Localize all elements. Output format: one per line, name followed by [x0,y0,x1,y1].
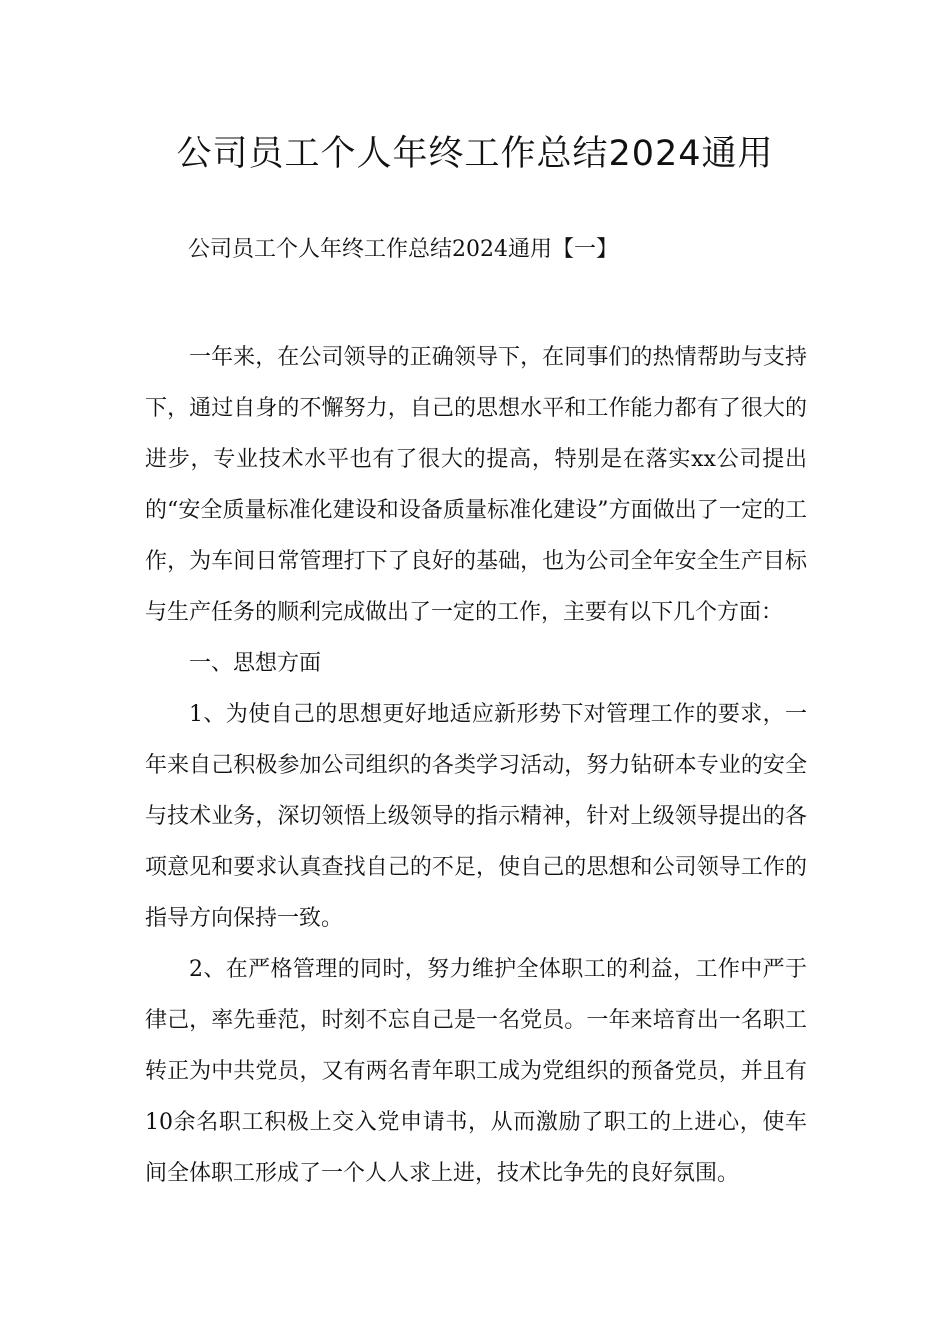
paragraph-item-1: 1、为使自己的思想更好地适应新形势下对管理工作的要求，一年来自己积极参加公司组织的各类学习活动，努力钻研本专业的安全与技术业务，深切领悟上级领导的指示精神，针对上级领导提出的各项意见和要求认真查找自己的不足，使自己的思想和公司领导工作的指导方向保持一致。 [145,702,807,931]
paragraph-item-2: 2、在严格管理的同时，努力维护全体职工的利益，工作中严于律己，率先垂范，时刻不忘自己是一名党员。一年来培育出一名职工转正为中共党员，又有两名青年职工成为党组织的预备党员，并且有10余名职工积极上交入党申请书，从而激励了职工的上进心，使车间全体职工形成了一个人人求上进，技术比争先的良好氛围。 [145,957,807,1186]
document-title: 公司员工个人年终工作总结2024通用 [176,134,774,174]
document-body [145,332,807,1199]
subheading-thought: 一、思想方面 [189,651,322,676]
paragraph-intro: 一年来，在公司领导的正确领导下，在同事们的热情帮助与支持下，通过自身的不懈努力，自己的思想水平和工作能力都有了很大的进步，专业技术水平也有了很大的提高，特别是在落实xx公司提出的“安全质量标准化建设和设备质量标准化建设”方面做出了一定的工作，为车间日常管理打下了良好的基础，也为公司全年安全生产目标与生产任务的顺利完成做出了一定的工作，主要有以下几个方面： [145,345,807,625]
section-heading: 公司员工个人年终工作总结2024通用【一】 [188,237,618,262]
